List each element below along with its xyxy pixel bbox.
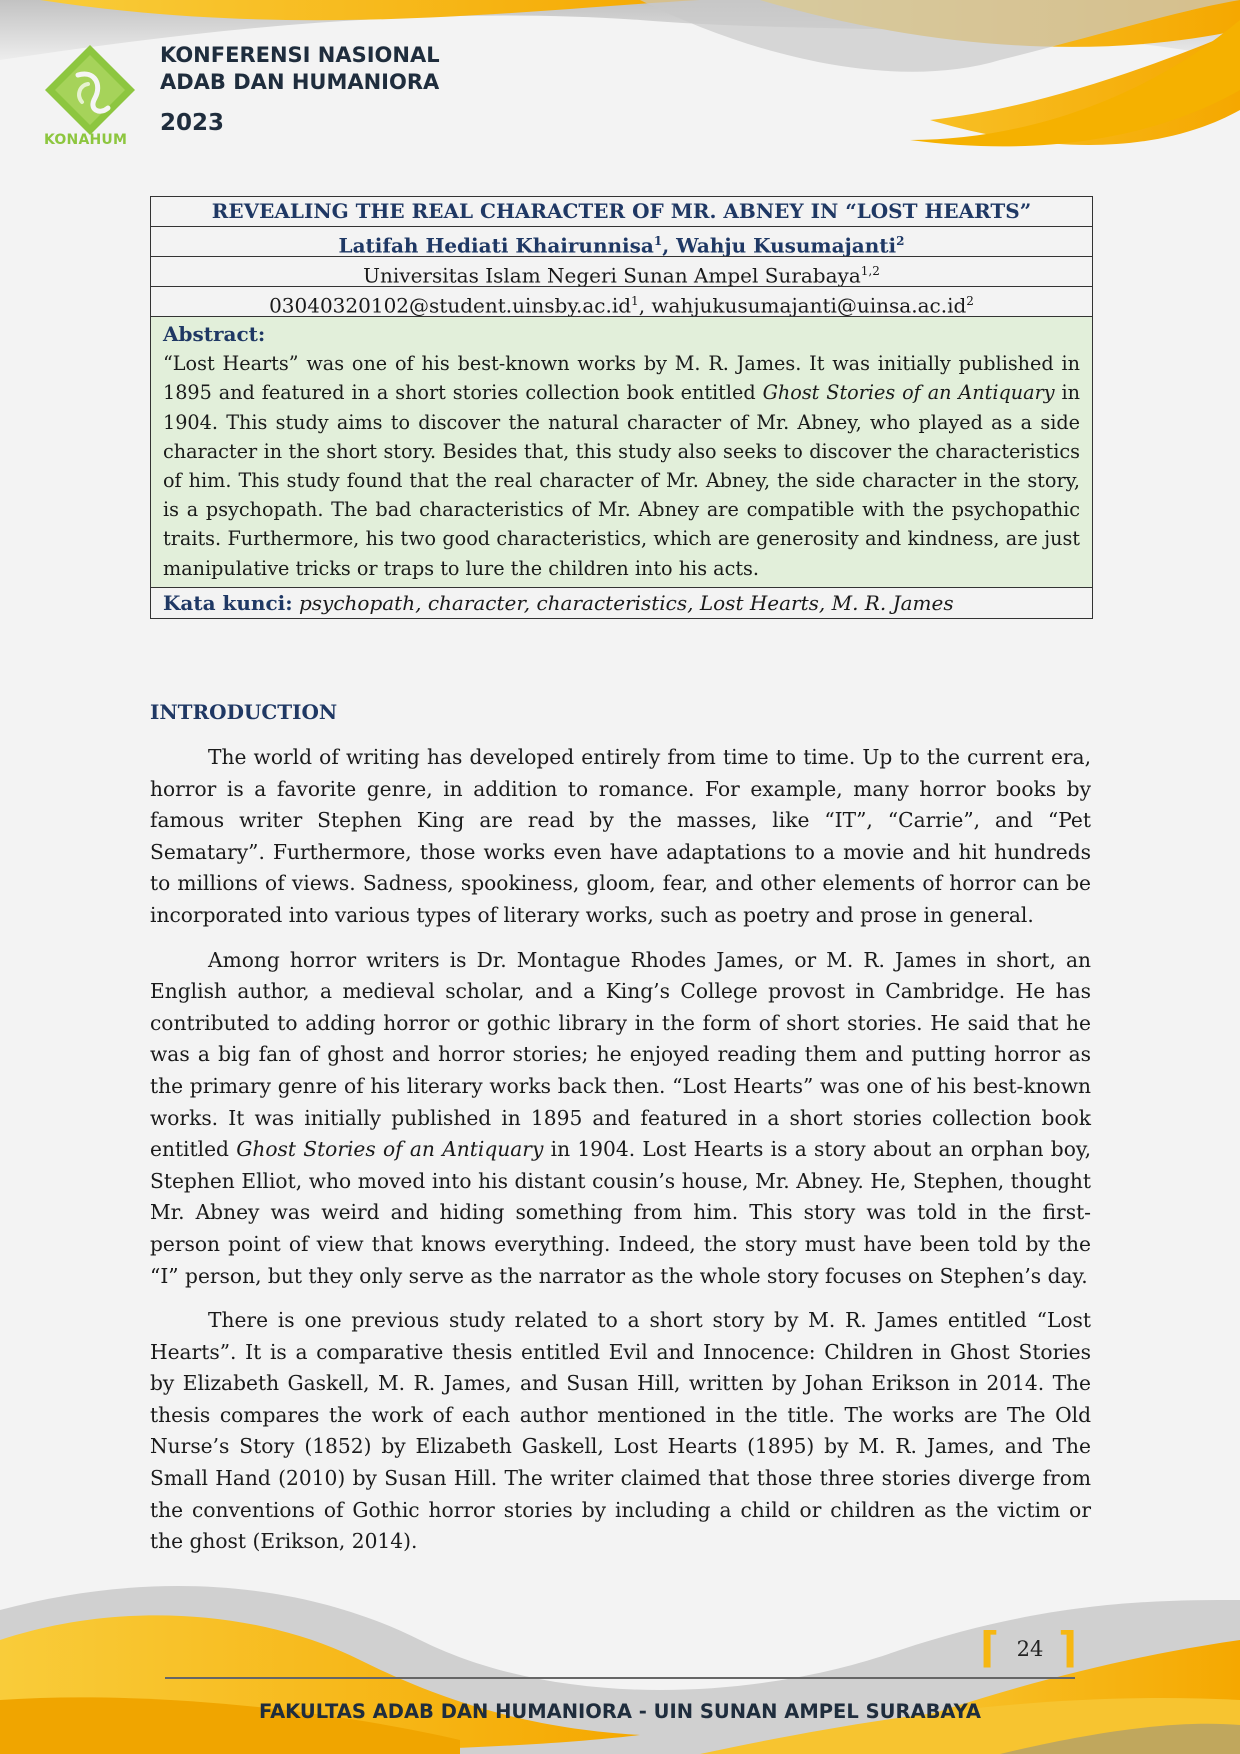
logo-text: KONAHUM (44, 132, 128, 148)
affiliation-text: Universitas Islam Negeri Sunan Ampel Surabaya (363, 263, 861, 287)
affiliation-sup: 1,2 (860, 264, 880, 278)
email-2-sup: 2 (966, 294, 974, 308)
page-number-left-bracket-icon: ⌈ (980, 1623, 1000, 1672)
keywords-label: Kata kunci: (163, 590, 293, 615)
author-separator: , (662, 233, 677, 257)
paragraph-2 (150, 945, 1091, 1293)
keywords-value: psychopath, character, characteristics, Lost Hearts, M. R. James (298, 590, 954, 615)
paper-header-table (150, 196, 1093, 619)
author-1-sup: 1 (653, 234, 663, 248)
abstract-text-2: in 1904. This study aims to discover the natural character of Mr. Abney, who played as a side character in the short story. Besides that, this study also seeks to discover the characteristics of him. This study found that the real character of Mr. Abney, the side character in the story, is a psychopath. The bad characteristics of Mr. Abney are compatible with the psychopathic traits. Furthermore, his two good characteristics, which are generosity and kindness, are just manipulative tricks or traps to lure the children into his acts. (163, 381, 1080, 580)
conference-title-line1: KONFERENSI NASIONAL (160, 43, 440, 67)
email-2: wahjukusumajanti@uinsa.ac.id (651, 293, 967, 317)
abstract-body (163, 349, 1080, 583)
paragraph-1: The world of writing has developed entirely from time to time. Up to the current era, horror is a favorite genre, in addition to romance. For example, many horror books by famous writer Stephen King are read by the masses, like “IT”, “Carrie”, and “Pet Sematary”. Furthermore, those works even have adaptations to a movie and hit hundreds to millions of views. Sadness, spookiness, gloom, fear, and other elements of horror can be incorporated into various types of literary works, such as poetry and prose in general. (150, 745, 1091, 927)
paper-emails (151, 287, 1092, 317)
abstract-italic-title: Ghost Stories of an Antiquary (762, 381, 1055, 405)
introduction-heading: INTRODUCTION (150, 700, 338, 724)
page-number: 24 (1016, 1637, 1044, 1661)
paragraph-3: There is one previous study related to a short story by M. R. James entitled “Lost Hearts”. It is a comparative thesis entitled Evil and Innocence: Children in Ghost Stories by Elizabeth Gaskell, M. R. James, and Susan Hill, written by Johan Erikson in 2014. The thesis compares the work of each author mentioned in the title. The works are The Old Nurse’s Story (1852) by Elizabeth Gaskell, Lost Hearts (1895) by M. R. James, and The Small Hand (2010) by Susan Hill. The writer claimed that those three stories diverge from the conventions of Gothic horror stories by including a child or children as the victim or the ghost (Erikson, 2014). (150, 1308, 1091, 1554)
paragraph-2-text-a: Among horror writers is Dr. Montague Rhodes James, or M. R. James in short, an English author, a medieval scholar, and a King’s College provost in Cambridge. He has contributed to adding horror or gothic library in the form of short stories. He said that he was a big fan of ghost and horror stories; he enjoyed reading them and putting horror as the primary genre of his literary works back then. “Lost Hearts” was one of his best-known works. It was initially published in 1895 and featured in a short stories collection book entitled (150, 947, 1091, 1162)
conference-title-line2: ADAB DAN HUMANIORA (160, 70, 440, 94)
abstract-section (151, 317, 1092, 588)
keywords-row (151, 588, 1092, 618)
email-1: 03040320102@student.uinsby.ac.id (269, 293, 632, 317)
footer-divider (165, 1677, 1075, 1679)
author-2-sup: 2 (896, 234, 905, 248)
email-separator: , (638, 293, 652, 317)
introduction-body (150, 742, 1091, 1571)
abstract-label: Abstract: (163, 322, 266, 346)
page-number-right-bracket-icon: ⌉ (1058, 1623, 1078, 1672)
author-1: Latifah Hediati Khairunnisa (338, 233, 654, 257)
author-2: Wahju Kusumajanti (676, 233, 897, 257)
abstract-text-1: “Lost Hearts” was one of his best-known works by M. R. James. It was initially published in 1895 and featured in a short stories collection book entitled (163, 352, 1080, 405)
conference-title (160, 42, 440, 96)
paper-affiliation (151, 257, 1092, 287)
paper-title: REVEALING THE REAL CHARACTER OF MR. ABNEY IN “LOST HEARTS” (151, 197, 1092, 227)
email-1-sup: 1 (631, 294, 639, 308)
footer-institution: FAKULTAS ADAB DAN HUMANIORA - UIN SUNAN AMPEL SURABAYA (258, 1700, 981, 1723)
paper-authors (151, 227, 1092, 257)
conference-year: 2023 (160, 110, 225, 136)
paragraph-2-italic-title: Ghost Stories of an Antiquary (236, 1137, 544, 1162)
paragraph-2-text-b: in 1904. Lost Hearts is a story about an orphan boy, Stephen Elliot, who moved into his distant cousin’s house, Mr. Abney. He, Stephen, thought Mr. Abney was weird and hiding something from him. This story was told in the first-person point of view that knows everything. Indeed, the story must have been told by the “I” person, but they only serve as the narrator as the whole story focuses on Stephen’s day. (150, 1137, 1091, 1288)
